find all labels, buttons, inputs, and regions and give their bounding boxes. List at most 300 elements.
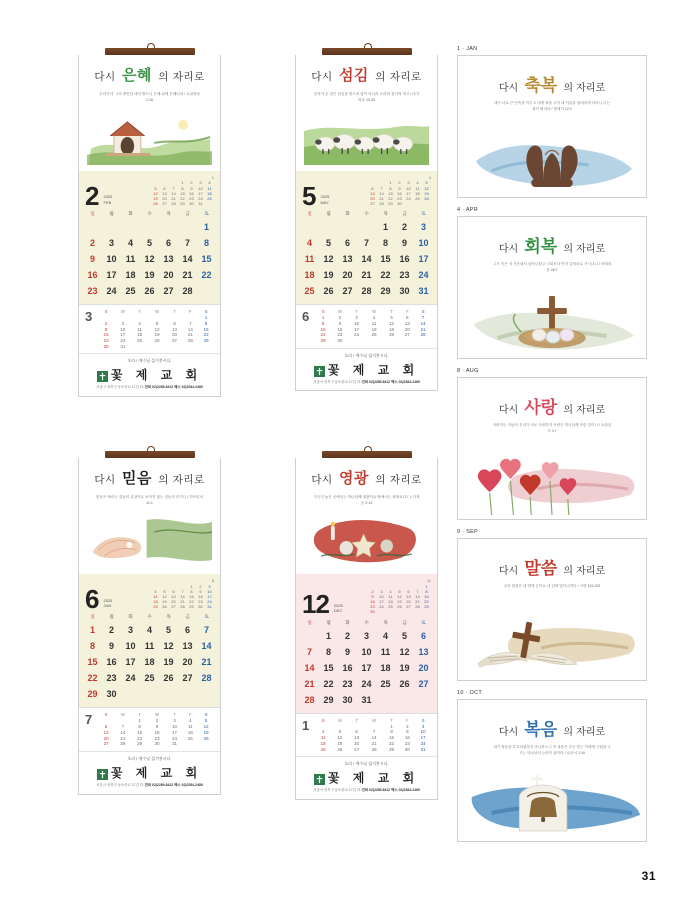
next-day-cell: 24 [354,332,360,338]
calendar-grid [78,48,438,800]
mini-day-cell: 4 [416,180,419,186]
mini-day-cell: 18 [207,190,212,196]
day-cell[interactable]: 12 [144,254,155,265]
weekday-label: 화 [345,619,350,625]
poster-caption: 4 · APR [457,207,479,213]
mini-day-cell: 15 [180,190,185,196]
mini-day-cell: 24 [379,604,384,610]
day-cell[interactable]: 17 [361,662,372,673]
day-cell[interactable]: 16 [399,254,410,265]
mini-day-cell: 27 [171,604,176,610]
day-cell[interactable]: 23 [342,678,353,689]
days-grid[interactable] [296,218,437,304]
poster-oct[interactable] [457,699,647,842]
next-day-cell: 9 [104,326,108,332]
day-cell[interactable]: 1 [203,222,209,233]
next-day-cell: 22 [203,332,209,338]
day-cell[interactable]: 1 [89,625,95,636]
poster-artwork-cross-nest [458,280,646,358]
day-cell[interactable]: 16 [342,662,353,673]
next-day-cell: 18 [371,326,377,332]
next-day-cell: 2 [338,315,342,321]
day-cell[interactable]: 25 [304,286,315,297]
day-cell[interactable]: 31 [361,694,372,705]
mini-calendar-table [151,180,214,206]
day-cell[interactable]: 29 [323,694,334,705]
day-cell[interactable]: 11 [304,254,315,265]
day-cell[interactable]: 20 [182,657,193,668]
day-cell[interactable]: 25 [125,286,136,297]
day-cell[interactable]: 7 [203,625,209,636]
day-cell[interactable]: 6 [344,238,350,249]
next-day-cell: 4 [321,729,325,735]
mini-day-cell: 31 [198,201,203,207]
next-day-cell: 9 [406,729,409,735]
day-cell[interactable]: 31 [418,286,429,297]
poster-caption: 10 · OCT [457,690,483,696]
mini-day-cell: 31 [207,604,212,610]
title-keyword: 축복 [524,76,558,96]
mini-day-cell: 30 [397,201,402,207]
next-day-cell: 30 [337,338,343,344]
mini-day-cell: 5 [154,185,157,191]
day-cell[interactable]: 21 [304,678,315,689]
day-cell[interactable]: 27 [342,286,353,297]
day-cell[interactable]: 13 [342,254,353,265]
day-cell-empty [121,220,140,235]
day-cell[interactable]: 15 [323,662,334,673]
next-day-cell: 20 [404,326,410,332]
day-cell[interactable]: 22 [323,678,334,689]
mini-day-cell: 6 [407,588,410,594]
title-prefix: 다시 [311,474,333,487]
day-cell[interactable]: 15 [201,254,212,265]
day-cell[interactable]: 9 [108,641,114,652]
next-day-cell: 7 [121,724,125,730]
poster-block-sep [457,529,647,681]
mini-day-cell: 2 [371,588,374,594]
day-cell[interactable]: 9 [89,254,95,265]
poster-block-jan [457,46,647,198]
calendar-feb[interactable] [78,48,221,397]
next-month-number: 7 [85,712,93,728]
title-keyword: 믿음 [121,469,152,488]
day-cell[interactable]: 15 [87,657,98,668]
calendar-row-bottom [78,451,438,800]
day-cell[interactable]: 23 [106,673,117,684]
day-cell[interactable]: 30 [342,694,353,705]
day-cell[interactable]: 5 [325,238,331,249]
day-cell[interactable]: 14 [304,662,315,673]
calendar-verse: 우리가 다 그의 충만한 데서 받으니 은혜 위에 은혜러라 / 요한복음 1:16 [98,92,201,102]
next-day-cell: 17 [120,332,126,338]
weekday-label: 일 [90,614,95,620]
weekday-label: 토 [421,211,426,217]
month-name-en: DEC [333,608,343,614]
day-cell[interactable]: 21 [361,270,372,281]
month-year: 2025 [103,597,113,603]
day-cell[interactable]: 22 [87,673,98,684]
next-day-cell: 26 [337,746,343,752]
day-cell[interactable]: 12 [163,641,174,652]
mini-day-cell: 23 [189,195,194,201]
title-keyword: 사랑 [524,398,558,418]
day-cell-empty [83,220,102,235]
poster-verse: 주의 말씀은 내 발에 등이요 내 길에 빛이니이다 / 시편 119:105 [503,584,601,588]
day-cell[interactable]: 10 [361,646,372,657]
next-day-cell: 25 [371,332,377,338]
title-prefix: 다시 [94,474,116,487]
day-cell[interactable]: 11 [125,254,136,265]
calendar-footer [296,348,437,391]
poster-title [458,700,646,740]
mini-day-cell [386,609,395,614]
next-weekday-label: M [121,309,125,315]
days-grid[interactable] [79,621,220,707]
day-cell[interactable]: 21 [182,270,193,281]
next-day-cell: 1 [138,718,141,724]
next-day-cell: 5 [155,320,159,326]
mini-day-cell: 30 [189,201,194,207]
day-cell[interactable]: 12 [399,646,410,657]
day-cell[interactable]: 5 [401,630,407,641]
next-day-cell: 27 [404,332,410,338]
calendar-artwork-advent [304,512,429,568]
mini-day-cell: 19 [153,195,158,201]
day-cell[interactable]: 8 [382,238,388,249]
weekday-label: 수 [364,211,369,217]
day-cell[interactable]: 5 [146,238,152,249]
calendar-footer [296,756,437,799]
mini-day-cell: 30 [198,604,203,610]
next-day-cell: 21 [371,740,377,746]
next-day-cell: 3 [121,320,125,326]
calendar-row-top [78,48,438,397]
day-cell[interactable]: 1 [382,222,388,233]
next-day-cell: 30 [154,741,160,747]
day-cell[interactable]: 10 [106,254,117,265]
day-cell[interactable]: 19 [144,270,155,281]
day-cell[interactable]: 17 [106,270,117,281]
mini-day-cell: 29 [180,201,185,207]
poster-sep[interactable] [457,538,647,681]
mini-day-cell: 29 [424,604,429,610]
day-cell[interactable]: 23 [399,270,410,281]
day-cell[interactable]: 22 [201,270,212,281]
day-cell[interactable]: 24 [418,270,429,281]
day-cell[interactable]: 4 [382,630,388,641]
day-cell[interactable]: 17 [418,254,429,265]
next-day-cell: 22 [320,332,326,338]
day-cell[interactable]: 18 [304,270,315,281]
next-day-cell: 22 [389,740,394,746]
day-cell[interactable]: 13 [163,254,174,265]
church-address: 서울시 성북구 동소문로 17길 71 [96,385,144,390]
mini-day-cell: 6 [172,588,175,594]
next-day-cell: 7 [189,320,192,326]
month-year: 2025 [103,194,113,200]
day-cell[interactable]: 13 [182,641,193,652]
day-cell[interactable]: 27 [182,673,193,684]
mini-day-cell: 14 [415,593,420,599]
poster-title [458,539,646,579]
calendar-dec[interactable] [295,451,438,800]
day-cell[interactable]: 8 [203,238,209,249]
day-cell[interactable]: 6 [420,630,426,641]
day-cell[interactable]: 26 [163,673,174,684]
mini-day-cell: 26 [424,195,429,201]
title-suffix: 의 자리로 [563,727,606,738]
day-cell[interactable]: 18 [380,662,391,673]
next-day-cell: 7 [372,729,376,735]
day-cell[interactable]: 28 [304,694,315,705]
next-day-cell: 12 [337,735,343,741]
day-cell[interactable]: 3 [420,222,426,233]
day-cell[interactable]: 26 [144,286,155,297]
day-cell-empty [338,220,357,235]
poster-caption: 9 · SEP [457,529,479,535]
day-cell[interactable]: 7 [184,238,190,249]
next-day-cell: 5 [204,718,208,724]
day-cell[interactable]: 18 [144,657,155,668]
day-cell[interactable]: 2 [89,238,95,249]
day-cell[interactable]: 15 [380,254,391,265]
mini-day-cell: 6 [163,185,166,191]
title-prefix: 다시 [498,727,519,738]
title-suffix: 의 자리로 [563,566,606,577]
day-cell[interactable]: 24 [125,673,136,684]
day-cell[interactable]: 22 [380,270,391,281]
mini-day-cell: 27 [406,604,411,610]
title-prefix: 다시 [311,71,333,83]
next-day-cell: 6 [406,315,409,321]
month-number: 6 [85,583,99,614]
day-cell[interactable]: 21 [201,657,212,668]
weekday-row [296,619,437,627]
day-cell-empty [300,220,319,235]
day-cell[interactable]: 16 [106,657,117,668]
next-month-number: 1 [302,717,310,733]
day-cell[interactable]: 2 [108,625,114,636]
day-cell[interactable]: 8 [89,641,95,652]
day-cell[interactable]: 11 [380,646,391,657]
next-day-cell: 22 [137,735,143,741]
day-cell[interactable]: 8 [325,646,331,657]
next-day-cell: 13 [172,326,177,332]
day-cell[interactable]: 26 [323,286,334,297]
mini-day-cell [395,609,404,614]
next-day-cell: 23 [404,740,410,746]
next-day-cell: 3 [173,718,176,724]
month-year: 2025 [320,194,330,200]
day-cell[interactable]: 11 [144,641,155,652]
day-cell[interactable]: 7 [363,238,369,249]
next-day-cell: 23 [154,735,160,741]
title-keyword: 은혜 [121,66,152,84]
calendar-may[interactable] [295,48,438,397]
day-cell[interactable]: 3 [127,625,133,636]
next-day-cell: 2 [155,718,159,724]
mini-day-cell: 1 [190,583,193,589]
weekday-label: 목 [166,211,171,217]
mini-day-cell: 8 [425,588,428,594]
mini-day-cell: 11 [388,593,393,599]
calendar-title [79,55,220,90]
mini-day-cell: 19 [424,190,429,196]
mini-day-cell: 15 [424,593,429,599]
poster-aug[interactable] [457,377,647,520]
days-grid[interactable] [296,627,437,713]
poster-jan[interactable] [457,55,647,198]
next-weekday-label: W [155,712,160,718]
poster-block-apr [457,207,647,359]
day-cell[interactable]: 4 [127,238,133,249]
day-cell[interactable]: 28 [361,286,372,297]
day-cell[interactable]: 24 [106,286,117,297]
days-grid[interactable] [79,218,220,304]
day-cell[interactable]: 20 [163,270,174,281]
day-cell[interactable]: 28 [201,673,212,684]
next-day-cell: 19 [337,740,343,746]
poster-title [458,56,646,96]
mini-day-cell: 11 [153,593,158,599]
next-day-cell: 29 [137,741,143,747]
day-cell[interactable]: 19 [163,657,174,668]
mini-day-cell: 23 [370,604,375,610]
next-day-cell: 28 [120,741,126,747]
next-day-cell: 6 [104,724,108,730]
church-name: 꽃 제 교 회 [110,368,203,383]
poster-artwork-hearts [458,441,646,519]
day-cell[interactable]: 17 [125,657,136,668]
day-cell[interactable]: 12 [323,254,334,265]
next-day-cell: 14 [187,326,193,332]
next-weekday-label: F [406,309,409,315]
poster-caption: 1 · JAN [457,46,478,52]
day-cell[interactable]: 6 [184,625,190,636]
page-number: 31 [641,869,656,883]
day-cell[interactable]: 25 [144,673,155,684]
poster-apr[interactable] [457,216,647,359]
mini-day-cell: 15 [388,190,393,196]
month-header [79,574,220,613]
next-day-cell: 10 [420,729,426,735]
next-day-cell: 18 [320,740,326,746]
next-weekday-label: M [121,712,125,718]
day-cell[interactable]: 30 [399,286,410,297]
next-day-cell: 12 [154,326,160,332]
day-cell[interactable]: 14 [361,254,372,265]
mini-day-cell: 9 [371,593,374,599]
weekday-row [296,210,437,218]
day-cell[interactable]: 25 [380,678,391,689]
next-day-cell: 11 [137,326,142,332]
next-weekday-label: S [321,309,325,315]
day-cell[interactable]: 29 [380,286,391,297]
mini-day-cell: 24 [207,599,212,605]
day-cell[interactable]: 24 [361,678,372,689]
next-day-cell: 29 [203,338,209,344]
title-prefix: 다시 [498,566,519,577]
day-cell[interactable]: 16 [87,270,98,281]
day-cell[interactable]: 29 [87,689,98,700]
mini-day-cell: 30 [370,609,375,615]
title-suffix: 의 자리로 [375,474,422,487]
weekday-label: 금 [185,211,190,217]
calendar-jun[interactable] [78,451,221,800]
day-cell[interactable]: 1 [325,630,331,641]
next-day-cell: 4 [138,320,141,326]
mini-day-cell: 25 [388,604,393,610]
day-cell[interactable]: 2 [401,222,407,233]
church-phone: 전화 02)2289-8412 팩스 02)2284-2489 [361,788,420,793]
next-day-cell [198,344,214,350]
day-cell[interactable]: 19 [399,662,410,673]
day-cell[interactable]: 13 [418,646,429,657]
day-cell[interactable]: 6 [165,238,171,249]
next-day-cell: 4 [372,315,376,321]
day-cell[interactable]: 23 [87,286,98,297]
next-day-cell [349,338,365,344]
next-day-cell: 23 [103,338,109,344]
next-month-block [296,304,437,347]
day-cell[interactable]: 10 [125,641,136,652]
next-day-cell: 9 [155,724,159,730]
day-cell[interactable]: 26 [399,678,410,689]
day-cell[interactable]: 4 [146,625,152,636]
next-weekday-label: T [355,309,358,315]
day-cell[interactable]: 14 [201,641,212,652]
next-day-cell: 27 [103,741,109,747]
day-cell[interactable]: 14 [182,254,193,265]
next-day-cell: 10 [172,724,177,730]
mini-day-cell: 20 [406,599,411,605]
day-cell-empty [319,220,338,235]
day-cell[interactable]: 30 [106,689,117,700]
weekday-label: 일 [307,619,312,625]
day-cell[interactable]: 10 [418,238,429,249]
mini-day-cell: 5 [398,588,401,594]
day-cell[interactable]: 20 [418,662,429,673]
day-cell[interactable]: 20 [342,270,353,281]
next-day-cell: 30 [404,746,410,752]
day-cell-empty [414,693,433,708]
mini-day-cell: 29 [388,201,393,207]
weekday-label: 월 [109,211,114,217]
day-cell-empty [376,693,395,708]
day-cell[interactable]: 7 [306,646,312,657]
day-cell[interactable]: 9 [344,646,350,657]
day-cell[interactable]: 27 [418,678,429,689]
day-cell-empty [140,220,159,235]
mini-day-cell: 18 [388,599,393,605]
day-cell[interactable]: 5 [165,625,171,636]
day-cell[interactable]: 9 [401,238,407,249]
day-cell[interactable]: 3 [108,238,114,249]
day-cell[interactable]: 4 [306,238,312,249]
month-header [296,171,437,210]
day-cell-empty [357,220,376,235]
day-cell[interactable]: 2 [344,630,350,641]
title-suffix: 의 자리로 [563,244,606,255]
day-cell[interactable]: 27 [163,286,174,297]
day-cell[interactable]: 18 [125,270,136,281]
poster-caption: 8 · AUG [457,368,479,374]
day-cell[interactable]: 3 [363,630,369,641]
day-cell[interactable]: 19 [323,270,334,281]
title-prefix: 다시 [498,83,519,94]
day-cell[interactable]: 28 [182,286,193,297]
